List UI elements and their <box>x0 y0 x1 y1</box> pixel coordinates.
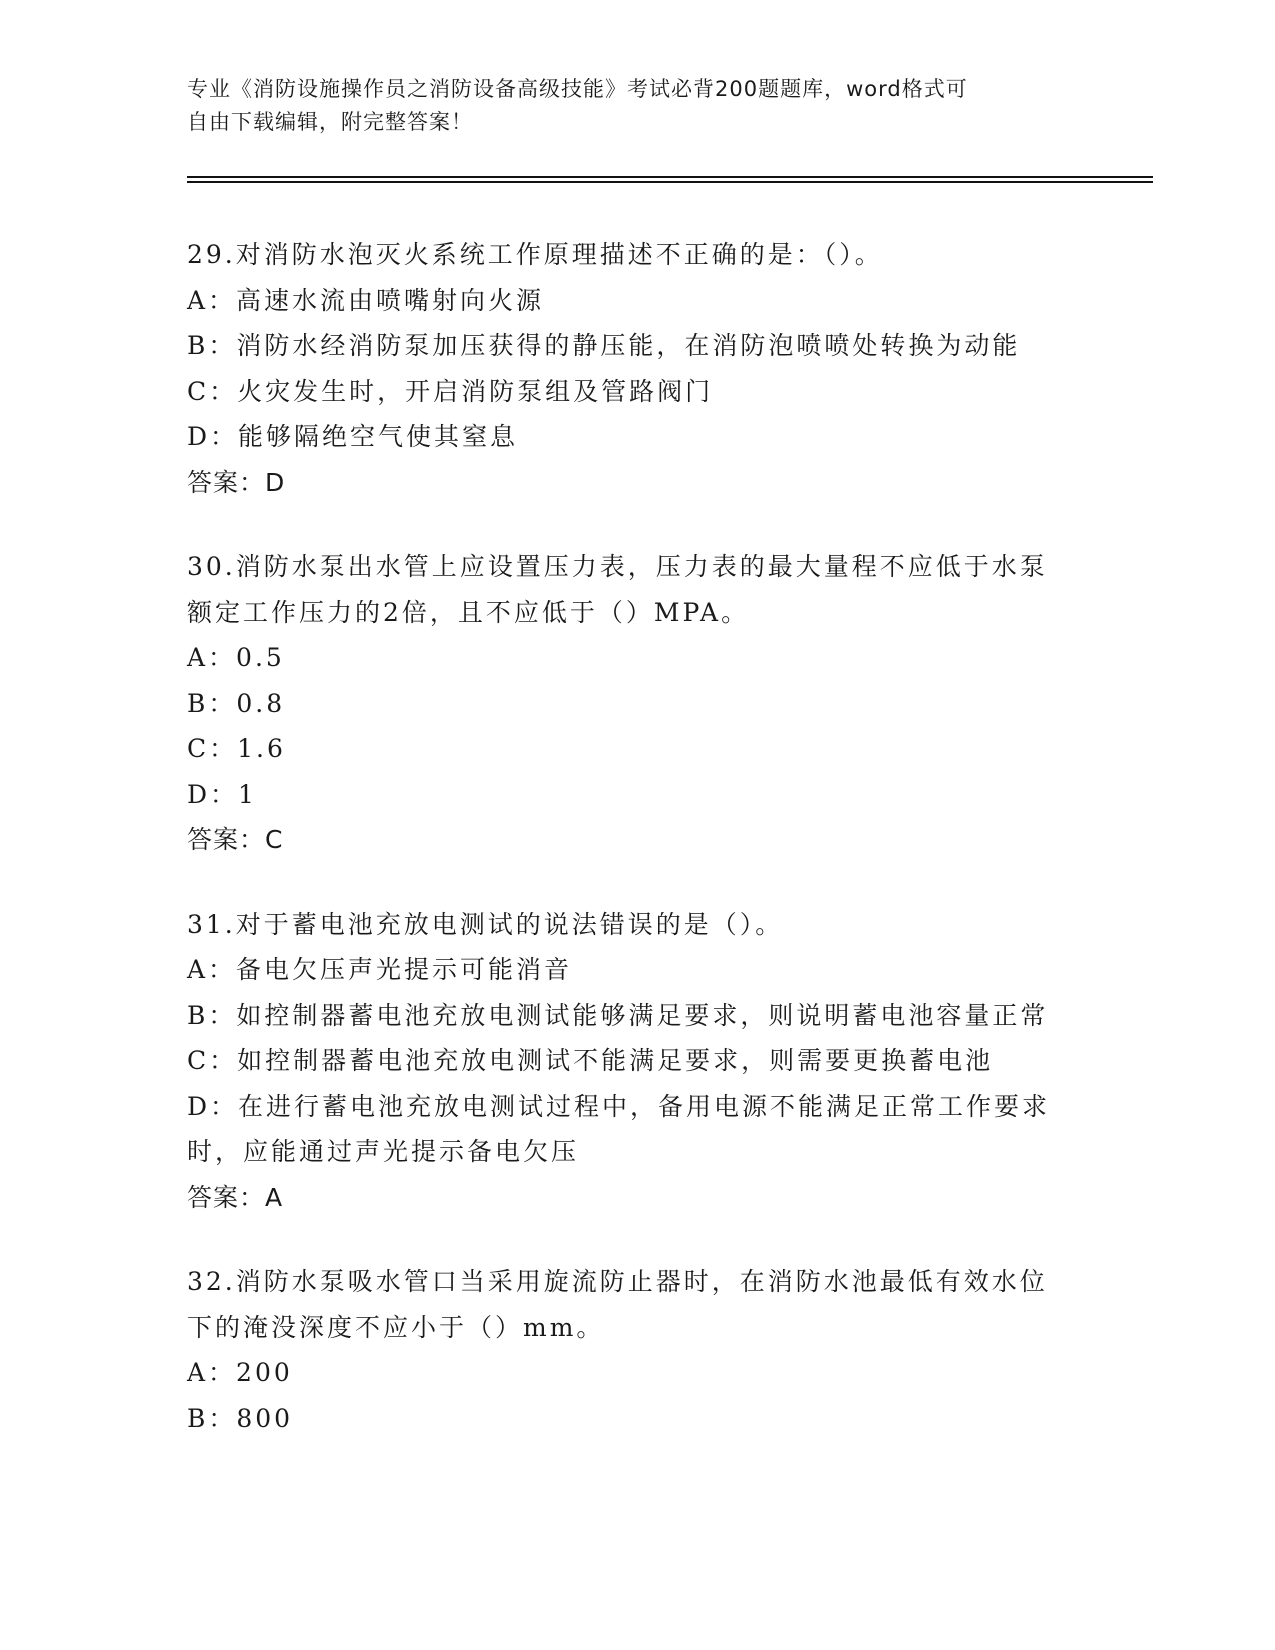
option-d-continued: 时，应能通过声光提示备电欠压 <box>187 1137 580 1166</box>
header-divider-bottom <box>187 181 1153 183</box>
option-a: A：200 <box>187 1358 293 1387</box>
question-stem: 29.对消防水泡灭火系统工作原理描述不正确的是：（）。 <box>187 240 883 269</box>
option-d: D：能够隔绝空气使其窒息 <box>187 422 519 451</box>
option-b: B：消防水经消防泵加压获得的静压能，在消防泡喷喷处转换为动能 <box>187 331 1021 360</box>
option-b: B：如控制器蓄电池充放电测试能够满足要求，则说明蓄电池容量正常 <box>187 1000 1049 1030</box>
question-30 <box>187 544 1087 863</box>
option-a: A：0.5 <box>187 643 285 672</box>
header-line-2: 自由下载编辑，附完整答案！ <box>187 110 473 134</box>
option-c: C：1.6 <box>187 734 286 763</box>
option-a: A：备电欠压声光提示可能消音 <box>187 955 573 984</box>
question-list <box>187 232 1087 1480</box>
option-c: C：如控制器蓄电池充放电测试不能满足要求，则需要更换蓄电池 <box>187 1046 994 1075</box>
option-b: B：800 <box>187 1403 294 1433</box>
answer-label: 答案：D <box>187 467 286 497</box>
option-c: C：火灾发生时，开启消防泵组及管路阀门 <box>187 376 714 406</box>
header-line-1: 专业《消防设施操作员之消防设备高级技能》考试必背200题题库，word格式可 <box>187 77 968 101</box>
question-stem: 31.对于蓄电池充放电测试的说法错误的是（）。 <box>187 909 784 939</box>
document-header <box>187 73 1087 139</box>
question-stem: 30.消防水泵出水管上应设置压力表，压力表的最大量程不应低于水泵 <box>187 552 1048 581</box>
option-b: B：0.8 <box>187 688 286 718</box>
answer-label: 答案：C <box>187 825 284 854</box>
question-stem-continued: 额定工作压力的2倍，且不应低于（）MPA。 <box>187 597 750 627</box>
question-stem-continued: 下的淹没深度不应小于（）mm。 <box>187 1312 605 1342</box>
question-29 <box>187 232 1087 505</box>
question-31 <box>187 902 1087 1221</box>
question-32 <box>187 1259 1087 1441</box>
question-stem: 32.消防水泵吸水管口当采用旋流防止器时，在消防水池最低有效水位 <box>187 1267 1048 1296</box>
option-d: D：1 <box>187 779 257 809</box>
option-a: A：高速水流由喷嘴射向火源 <box>187 285 545 315</box>
header-divider-top <box>187 176 1153 178</box>
answer-label: 答案：A <box>187 1182 284 1212</box>
option-d: D：在进行蓄电池充放电测试过程中，备用电源不能满足正常工作要求 <box>187 1091 1051 1121</box>
